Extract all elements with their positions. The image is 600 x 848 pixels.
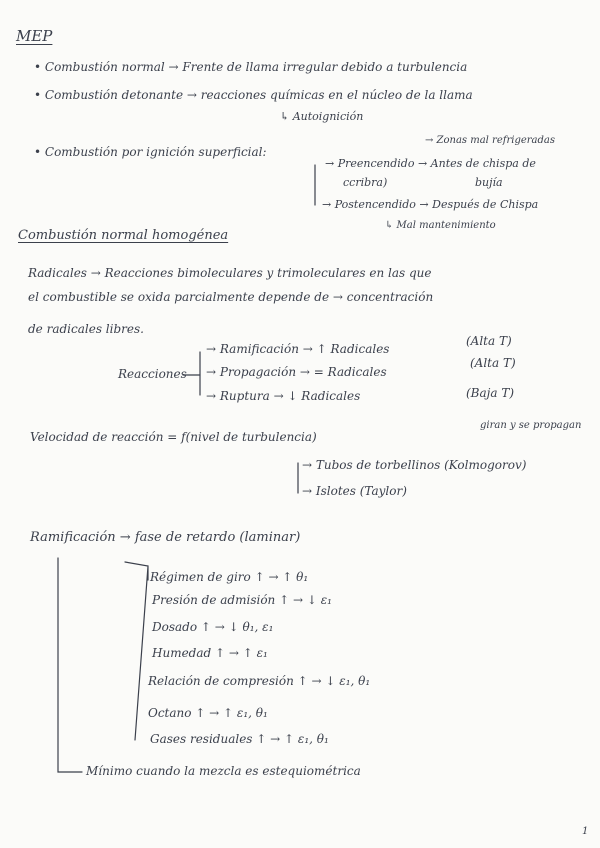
reaccion-ruptura: → Ruptura → ↓ Radicales	[206, 389, 361, 403]
note-line-preencendido: → Preencendido → Antes de chispa de	[325, 157, 536, 170]
reaccion-ramificacion-temp: (Alta T)	[466, 334, 512, 348]
para-radicales-1: Radicales → Reacciones bimoleculares y trimoleculares en las que	[28, 266, 432, 280]
note-line-detonante: • Combustión detonante → reacciones químicas en el núcleo de la llama	[34, 88, 473, 102]
note-line-bujia: bujía	[475, 176, 503, 189]
note-line-ccribra: ccribra)	[343, 176, 388, 189]
para-radicales-2: el combustible se oxida parcialmente depende de → concentración	[28, 290, 434, 304]
ramificacion-heading: Ramificación → fase de retardo (laminar)	[30, 530, 301, 545]
reaccion-ruptura-temp: (Baja T)	[466, 386, 515, 400]
velocidad-reaccion: Velocidad de reacción = f(nivel de turbulencia)	[30, 430, 317, 444]
note-line-postencendido: → Postencendido → Después de Chispa	[322, 198, 539, 211]
label-reacciones: Reacciones	[118, 367, 187, 381]
factor-dosado: Dosado ↑ → ↓ θ₁, ε₁	[152, 620, 274, 634]
velocidad-tubos: → Tubos de torbellinos (Kolmogorov)	[302, 458, 527, 472]
page-title: MEP	[16, 27, 53, 45]
reaccion-propagacion: → Propagación → = Radicales	[206, 365, 387, 379]
factor-minimo: Mínimo cuando la mezcla es estequiométrica	[86, 764, 361, 778]
velocidad-islotes: → Islotes (Taylor)	[302, 484, 407, 498]
factor-presion: Presión de admisión ↑ → ↓ ε₁	[152, 593, 332, 607]
section-heading-homogenea: Combustión normal homogénea	[18, 228, 229, 243]
factor-relacion-compresion: Relación de compresión ↑ → ↓ ε₁, θ₁	[148, 674, 371, 688]
para-radicales-3: de radicales libres.	[28, 322, 144, 336]
note-line-superficial: • Combustión por ignición superficial:	[34, 145, 267, 159]
factor-humedad: Humedad ↑ → ↑ ε₁	[152, 646, 268, 660]
note-line-zonas: → Zonas mal refrigeradas	[425, 135, 555, 146]
note-line-autoignicion: ↳ Autoignición	[280, 110, 364, 123]
note-line-mantenimiento: ↳ Mal mantenimiento	[385, 220, 496, 231]
reaccion-ramificacion: → Ramificación → ↑ Radicales	[206, 342, 390, 356]
velocidad-nota: giran y se propagan	[480, 420, 582, 431]
factor-gases-residuales: Gases residuales ↑ → ↑ ε₁, θ₁	[150, 732, 329, 746]
factor-octano: Octano ↑ → ↑ ε₁, θ₁	[148, 706, 268, 720]
note-line-normal: • Combustión normal → Frente de llama irregular debido a turbulencia	[34, 60, 468, 74]
reaccion-propagacion-temp: (Alta T)	[470, 356, 516, 370]
factor-regimen: Régimen de giro ↑ → ↑ θ₁	[150, 570, 309, 584]
page-number: 1	[582, 826, 589, 837]
